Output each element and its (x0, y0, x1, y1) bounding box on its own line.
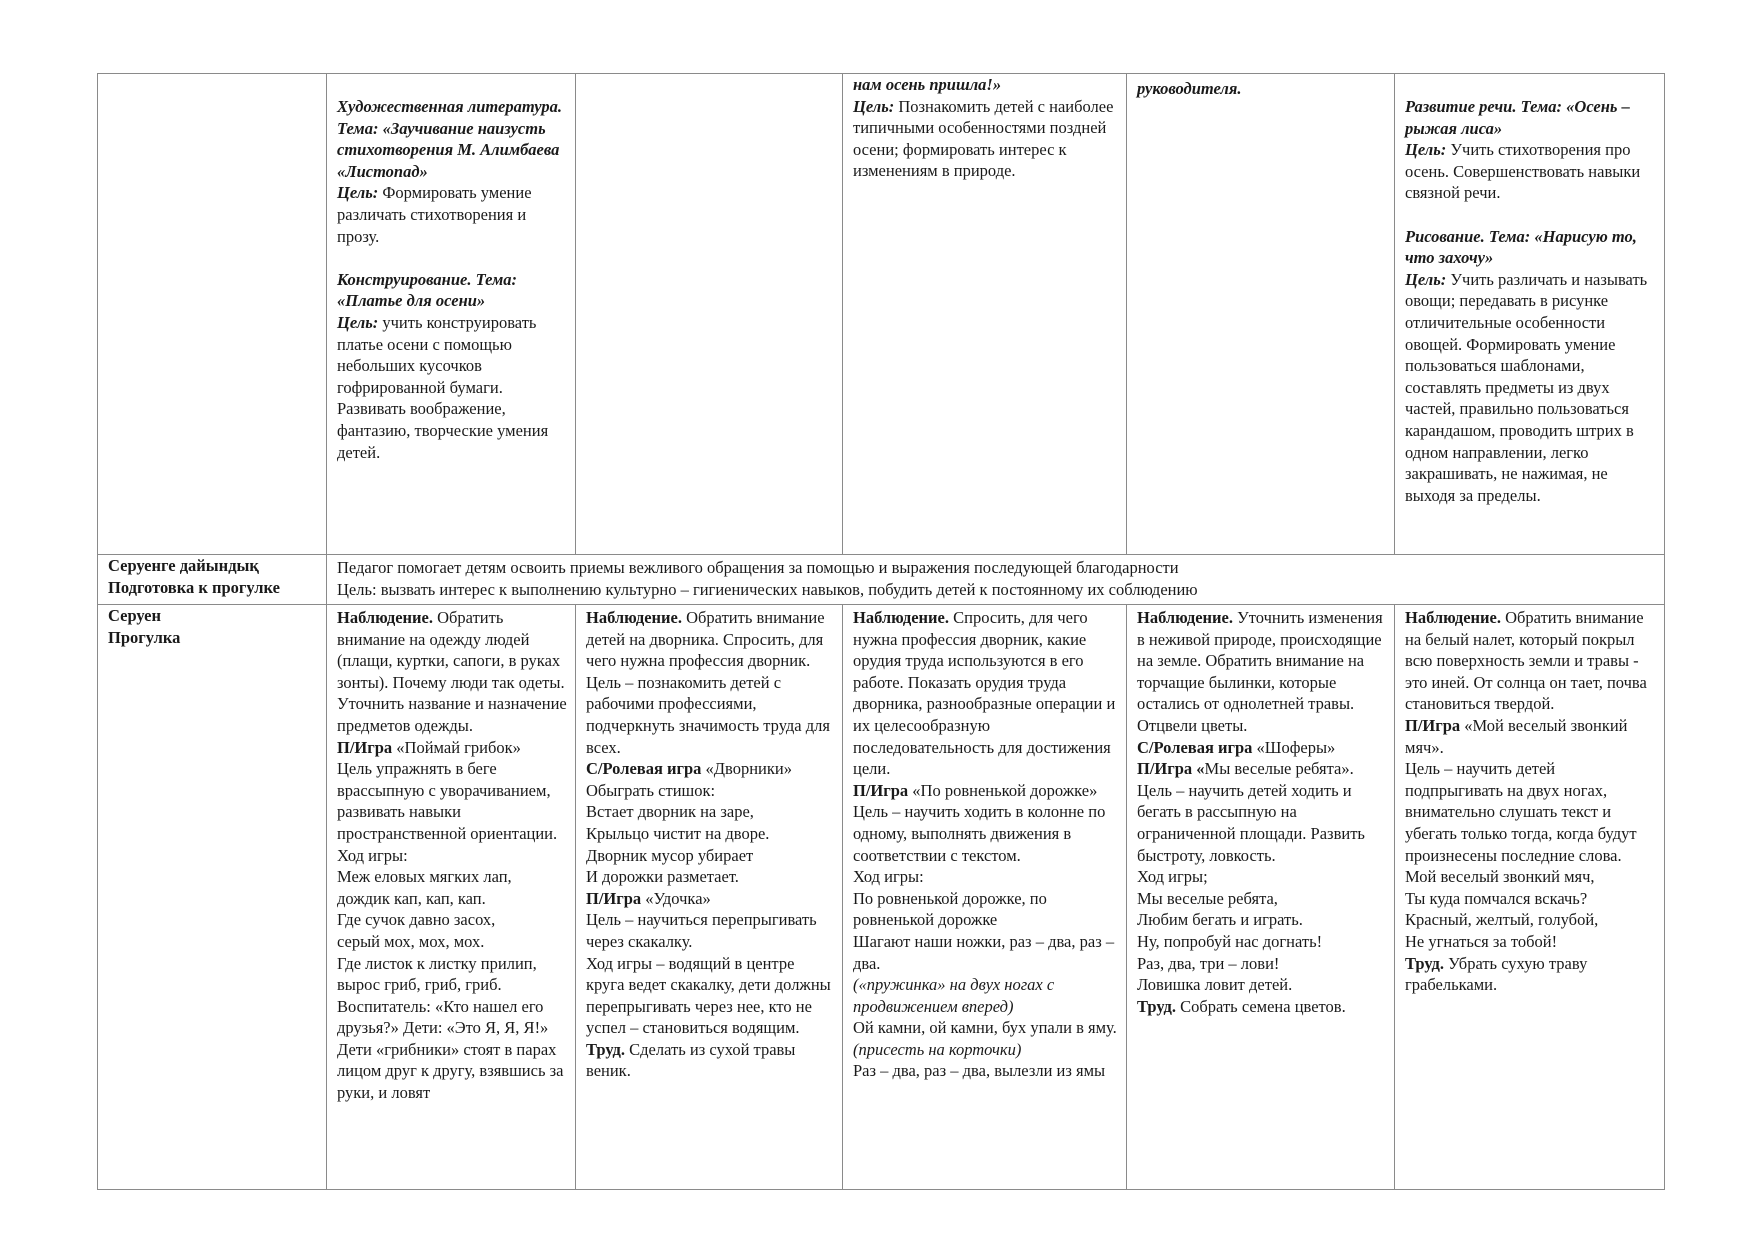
observation-label: Наблюдение. (586, 608, 682, 627)
cell-row1-wed (843, 74, 1127, 555)
activity-block (337, 96, 567, 247)
prep-line-2: Цель: вызвать интерес к выполнению культурно – гигиенических навыков, побудить детей к постоянному их соблюдению (337, 579, 1198, 599)
activity-title-tail: нам осень пришла!» (853, 75, 1002, 94)
observation-label: Наблюдение. (1137, 608, 1233, 627)
row-walk (98, 605, 1665, 1190)
labor-text: Собрать семена цветов. (1176, 996, 1346, 1016)
verse-line: Мой веселый звонкий мяч, (1405, 867, 1595, 887)
cell-walk-fri (1395, 605, 1665, 1190)
game-course: Ход игры – водящий в центре круга ведет скакалку, дети должны перепрыгивать через нее, кто не успел – становиться водящим. (586, 953, 831, 1038)
cell-walk-wed (843, 605, 1127, 1190)
cell-walk-thu (1127, 605, 1395, 1190)
game-title: Мы веселые ребята». (1204, 759, 1354, 779)
cell-row1-thu (1127, 74, 1395, 555)
verse-line: По ровненькой дорожке, по ровненькой дорожке (853, 888, 1047, 930)
game-label: П/Игра (337, 737, 393, 757)
observation-label: Наблюдение. (1405, 608, 1501, 627)
verse-line: Ну, попробуй нас догнать! (1137, 931, 1323, 951)
verse-line: Раз, два, три – лови! (1137, 953, 1280, 973)
verse-line: Ловишка ловит детей. (1137, 975, 1293, 995)
game-goal: Цель упражнять в беге врассыпную с уворачиванием, развивать навыки пространственной ориентации. (337, 759, 558, 843)
role-game-label: С/Ролевая игра (586, 759, 702, 779)
observation-text: Обратить внимание на белый налет, который покрыл всю поверхность земли и травы - это иней. От солнца он тает, почва становиться твердой. (1405, 608, 1647, 714)
verse-line: Шагают наши ножки, раз – два, раз – два. (853, 931, 1115, 973)
game-title: «По ровненькой дорожке» (908, 780, 1098, 800)
goal-text: Учить различать и называть овощи; передавать в рисунке отличительные особенности овощей. Формировать умение пользоваться шаблонами, составлять предметы из двух частей, правильно пользоваться карандашом, проводить штрих в одном направлении, легко закрашивать, не нажимая, не выходя за пределы. (1405, 269, 1648, 505)
labor-text: Сделать из сухой травы веник. (586, 1039, 796, 1081)
cell-prep-label (98, 555, 327, 605)
observation-label: Наблюдение. (337, 608, 433, 627)
role-game-label: С/Ролевая игра (1137, 737, 1253, 757)
verse-line: Где сучок давно засох, (337, 910, 496, 930)
lesson-plan-table (97, 73, 1665, 1190)
cell-row1-fri (1395, 74, 1665, 555)
observation-text: Обратить внимание на одежду людей (плащи, куртки, сапоги, в руках зонты). Почему люди так одеты. Уточнить название и назначение предметов одежды. (337, 608, 567, 735)
labor-label: Труд. (586, 1039, 626, 1059)
goal-label: Цель: (337, 183, 379, 203)
verse-line: Меж еловых мягких лап, (337, 867, 512, 887)
verse-line: Ой камни, ой камни, бух упали в яму. (853, 1018, 1117, 1038)
verse-line: Красный, желтый, голубой, (1405, 910, 1599, 930)
goal-label: Цель: (1405, 269, 1447, 289)
label-ru: Прогулка (108, 627, 181, 647)
labor-label: Труд. (1405, 953, 1445, 973)
activity-title: Рисование. Тема: «Нарисую то, что захочу» (1405, 226, 1637, 268)
label-kz: Серуен (108, 606, 161, 625)
observation-label: Наблюдение. (853, 608, 949, 627)
verse-line: дождик кап, кап, кап. (337, 888, 486, 908)
cell-walk-label (98, 605, 327, 1190)
game-label: П/Игра « (1137, 759, 1205, 779)
goal-text: Познакомить детей с наиболее типичными особенностями поздней осени; формировать интерес к изменениям в природе. (853, 96, 1114, 181)
labor-text: Убрать сухую траву грабельками. (1405, 953, 1588, 995)
game-label: П/Игра (1405, 715, 1461, 735)
goal-label: Цель: (1405, 140, 1447, 160)
observation-text: Спросить, для чего нужна профессия дворник, какие орудия труда используются в его работе. Показать орудия труда дворника, разнообразные операции и их целесообразную последовательность для достижения цели. (853, 608, 1116, 779)
movement-note: (присесть на корточки) (853, 1039, 1022, 1059)
label-ru: Подготовка к прогулке (108, 577, 280, 597)
cell-walk-tue (576, 605, 843, 1190)
verse-line: Любим бегать и играть. (1137, 910, 1303, 930)
verse-line: Мы веселые ребята, (1137, 888, 1278, 908)
prep-line-1: Педагог помогает детям освоить приемы вежливого обращения за помощью и выражения последующей благодарности (337, 558, 1179, 577)
goal-text: Учить стихотворения про осень. Совершенствовать навыки связной речи. (1405, 140, 1641, 203)
game-course-label: Ход игры; (1137, 867, 1208, 887)
verse-line: Встает дворник на заре, (586, 802, 754, 822)
movement-note: («пружинка» на двух ногах с продвижением вперед) (853, 975, 1055, 1016)
cell-row1-tue (576, 74, 843, 555)
goal-label: Цель: (337, 312, 379, 332)
game-goal: Цель – научить детей ходить и бегать в рассыпную на ограниченной площади. Развить быстроту, ловкость. (1137, 780, 1365, 865)
goal-label: Цель: (853, 96, 895, 116)
verse-line: Раз – два, раз – два, вылезли из ямы (853, 1061, 1106, 1081)
activity-block (1405, 96, 1656, 204)
verse-line: Где листок к листку прилип, вырос гриб, гриб, гриб. (337, 953, 537, 995)
cell-prep-content (327, 555, 1665, 605)
game-title: «Поймай грибок» (392, 737, 521, 757)
role-game-sub: Обыграть стишок: (586, 780, 716, 800)
game-label: П/Игра (853, 780, 909, 800)
game-title: «Мой веселый звонкий мяч». (1405, 715, 1628, 757)
verse-line: Дворник мусор убирает (586, 845, 754, 865)
game-rules: Дети «грибники» стоят в парах лицом друг к другу, взявшись за руки, и ловят (337, 1039, 564, 1103)
cell-row1-mon (327, 74, 576, 555)
role-game-title: «Шоферы» (1252, 737, 1336, 757)
game-goal: Цель – научиться перепрыгивать через скакалку. (586, 910, 817, 951)
game-goal: Цель – научить детей подпрыгивать на двух ногах, внимательно слушать текст и убегать только тогда, когда будут произнесены последние слова. (1405, 759, 1637, 865)
game-goal: Цель – научить ходить в колонне по одному, выполнять движения в соответствии с текстом. (853, 802, 1106, 865)
goal-text: учить конструировать платье осени с помощью небольших кусочков гофрированной бумаги. Развивать воображение, фантазию, творческие умения детей. (337, 312, 549, 462)
game-title: «Удочка» (641, 888, 711, 908)
verse-line: Крыльцо чистит на дворе. (586, 823, 770, 843)
verse-line: И дорожки разметает. (586, 867, 739, 887)
activity-title: Конструирование. Тема: «Платье для осени» (337, 269, 518, 311)
labor-label: Труд. (1137, 996, 1177, 1016)
goal-text: Формировать умение различать стихотворения и прозу. (337, 183, 532, 246)
label-kz: Серуенге дайындық (108, 556, 259, 575)
row-activities (98, 74, 1665, 555)
activity-title: Развитие речи. Тема: «Осень – рыжая лиса» (1405, 97, 1630, 138)
supervisor-text: руководителя. (1137, 79, 1242, 98)
activity-block (1405, 226, 1656, 507)
observation-text: Обратить внимание детей на дворника. Спросить, для чего нужна профессия дворник. Цель – познакомить детей с рабочими профессиями, подчеркнуть значимость труда для всех. (586, 608, 830, 757)
activity-title: Художественная литература. Тема: «Заучивание наизусть стихотворения М. Алимбаева «Листопад» (337, 97, 562, 181)
activity-block (337, 269, 567, 463)
game-course-label: Ход игры: (853, 867, 924, 887)
game-dialog: Воспитатель: «Кто нашел его друзья?» Дети: «Это Я, Я, Я!» (337, 996, 549, 1038)
role-game-title: «Дворники» (701, 759, 792, 779)
verse-line: серый мох, мох, мох. (337, 931, 485, 951)
cell-walk-mon (327, 605, 576, 1190)
game-label: П/Игра (586, 888, 642, 908)
observation-text: Уточнить изменения в неживой природе, происходящие на земле. Обратить внимание на торчащие былинки, которые остались от однолетней травы. Отцвели цветы. (1137, 608, 1383, 735)
row-walk-preparation (98, 555, 1665, 605)
verse-line: Ты куда помчался вскачь? (1405, 888, 1588, 908)
cell-row1-label (98, 74, 327, 555)
game-course-label: Ход игры: (337, 845, 408, 865)
verse-line: Не угнаться за тобой! (1405, 931, 1558, 951)
